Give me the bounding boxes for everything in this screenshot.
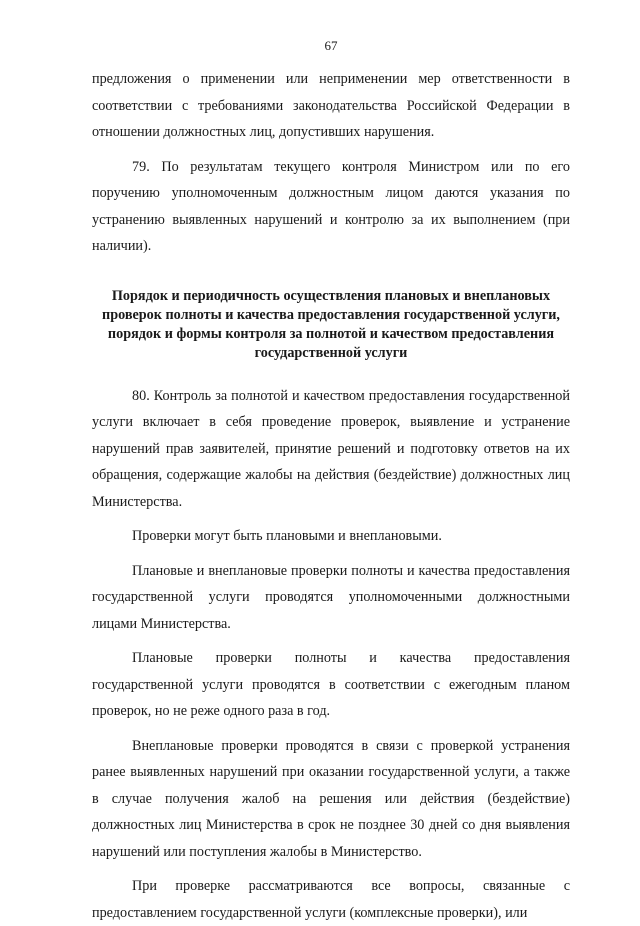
paragraph-unplanned-inspections: Внеплановые проверки проводятся в связи с проверкой устранения ранее выявленных нарушений при оказании государственной услуги, а также в случае получения жалоб на решения или действия (бездействие) должностных лиц Министерства в срок не позднее 30 дней со дня выявления нарушений или поступления жалобы в Министерство.: [92, 737, 570, 860]
paragraph-planned-inspections: Плановые проверки полноты и качества предоставления государственной услуги проводятся в соответствии с ежегодным планом проверок, но не реже одного раза в год.: [92, 650, 570, 719]
document-body: [92, 66, 570, 926]
page-number: 67: [324, 38, 338, 53]
paragraph-inspection-scope: При проверке рассматриваются все вопросы, связанные с предоставлением государственной услуги (комплексные проверки), или: [92, 878, 570, 921]
paragraph-79: 79. По результатам текущего контроля Министром или по его поручению уполномоченным должностным лицом даются указания по устранению выявленных нарушений и контролю за их выполнением (при наличии).: [92, 158, 570, 254]
paragraph-continuation: предложения о применении или неприменении мер ответственности в соответствии с требованиями законодательства Российской Федерации в отношении должностных лиц, допустивших нарушения.: [92, 71, 570, 140]
section-heading: Порядок и периодичность осуществления плановых и внеплановых проверок полноты и качества предоставления государственной услуги, порядок и формы контроля за полнотой и качеством предоставления государственной услуги: [102, 287, 560, 361]
paragraph-80: 80. Контроль за полнотой и качеством предоставления государственной услуги включает в себя проведение проверок, выявление и устранение нарушений прав заявителей, принятие решений и подготовку ответов на их обращения, содержащие жалобы на действия (бездействие) должностных лиц Министерства.: [92, 387, 570, 510]
paragraph-inspection-officials: Плановые и внеплановые проверки полноты и качества предоставления государственной услуги проводятся уполномоченными должностными лицами Министерства.: [92, 562, 570, 632]
paragraph-inspection-types: Проверки могут быть плановыми и внеплановыми.: [132, 528, 442, 544]
